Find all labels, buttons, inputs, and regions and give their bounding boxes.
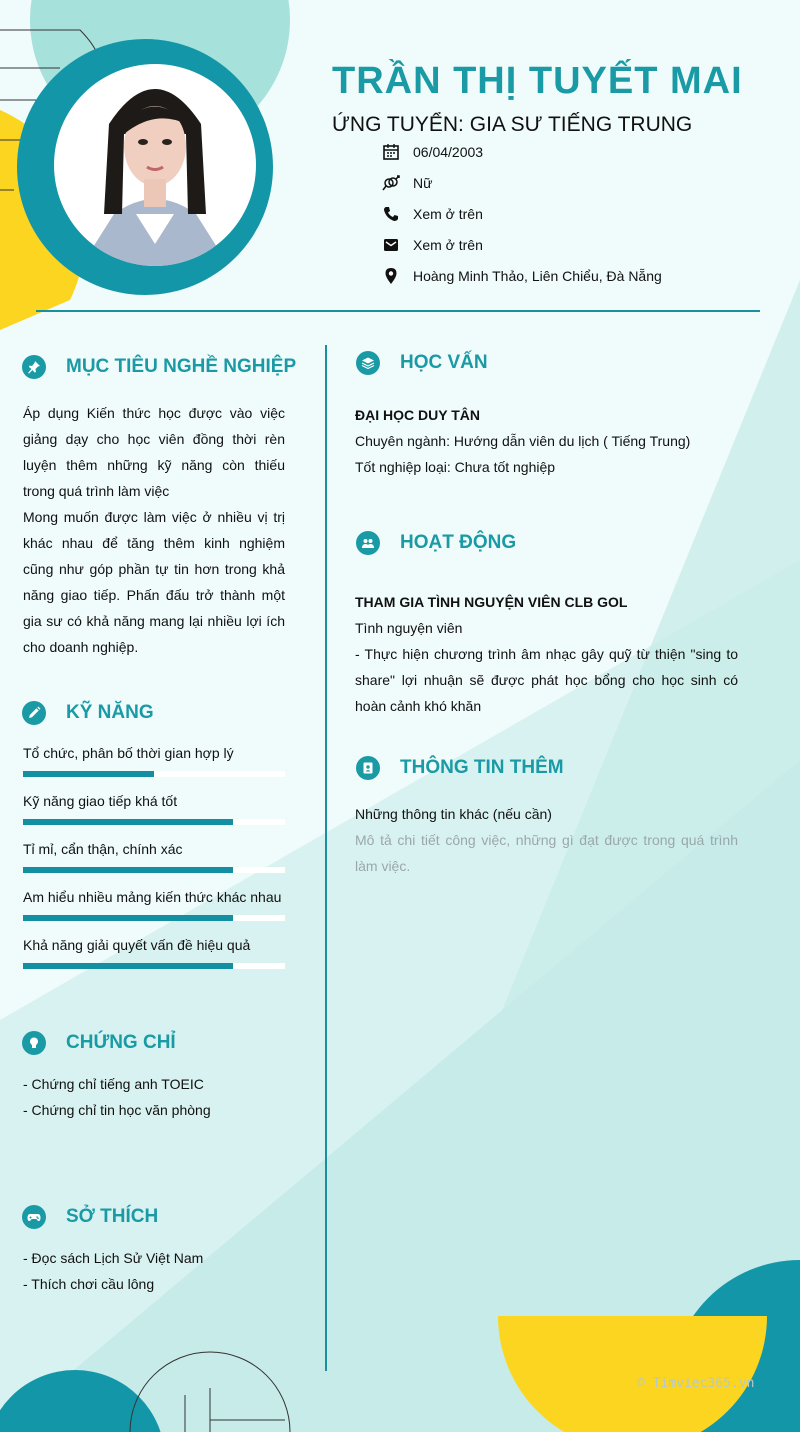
section-objective-header <box>22 355 296 379</box>
info-email <box>382 234 483 256</box>
skill-bar-fill <box>23 867 233 873</box>
calendar-icon <box>382 143 400 161</box>
watermark: © Timviec365.vn <box>637 1376 755 1391</box>
section-skills-header <box>22 701 154 725</box>
gender-text: Nữ <box>413 175 433 191</box>
skill-bar <box>23 867 285 873</box>
section-extra-header <box>356 756 564 780</box>
cert-item: - Chứng chỉ tin học văn phòng <box>23 1102 211 1118</box>
objective-paragraph-2: Mong muốn được làm việc ở nhiều vị trị khác nhau để tăng thêm kinh nghiệm cũng như góp phần tự tin hơn trong khả năng giao tiếp. Phấn đấu trở thành một gia sư có khả năng mang lại nhiều lợi ích cho doanh nghiệp. <box>23 509 285 655</box>
skill-bar-fill <box>23 819 233 825</box>
skill-bar-fill <box>23 915 233 921</box>
skill-label: Kỹ năng giao tiếp khá tốt <box>23 793 178 809</box>
phone-text: Xem ở trên <box>413 206 483 222</box>
location-icon <box>382 267 400 285</box>
activity-desc: - Thực hiện chương trình âm nhạc gây quỹ từ thiện "sing to share" lợi nhuận sẽ được phát học bổng cho học sinh có hoàn cảnh khó khăn <box>355 646 738 714</box>
people-icon <box>356 531 380 555</box>
skill-bar-fill <box>23 771 154 777</box>
skill-bar <box>23 963 285 969</box>
section-extra-title: THÔNG TIN THÊM <box>400 757 564 778</box>
address-text: Hoàng Minh Thảo, Liên Chiểu, Đà Nẵng <box>413 268 662 284</box>
extra-content <box>355 801 738 879</box>
layers-icon <box>356 351 380 375</box>
pencil-icon <box>22 701 46 725</box>
extra-line-1: Những thông tin khác (nếu cần) <box>355 806 552 822</box>
education-grad: Tốt nghiệp loại: Chưa tốt nghiệp <box>355 459 556 475</box>
skill-label: Am hiểu nhiều mảng kiến thức khác nhau <box>23 889 282 905</box>
pin-icon <box>22 355 46 379</box>
hobbies-list <box>23 1245 203 1297</box>
info-address <box>382 265 662 287</box>
certs-list <box>23 1071 211 1123</box>
gender-icon <box>382 174 400 192</box>
section-activities-header <box>356 531 516 555</box>
birthday-text: 06/04/2003 <box>413 144 484 160</box>
section-education-header <box>356 351 488 375</box>
info-birthday <box>382 141 483 163</box>
objective-paragraph-1: Áp dụng Kiến thức học được vào việc giảng dạy cho học viên đồng thời rèn luyện thêm những kỹ năng còn thiếu trong quá trình làm việc <box>23 405 285 499</box>
section-hobbies-header <box>22 1205 158 1229</box>
info-gender <box>382 172 432 194</box>
skill-bar <box>23 771 285 777</box>
info-phone <box>382 203 483 225</box>
education-school: ĐẠI HỌC DUY TÂN <box>355 407 480 423</box>
education-content <box>355 402 690 480</box>
skill-bar-fill <box>23 963 233 969</box>
section-skills-title: KỸ NĂNG <box>66 702 154 723</box>
extra-line-2: Mô tả chi tiết công việc, những gì đạt được trong quá trình làm việc. <box>355 832 738 874</box>
profile-photo <box>54 64 256 266</box>
gamepad-icon <box>22 1205 46 1229</box>
header-divider <box>36 310 760 312</box>
skill-bar <box>23 915 285 921</box>
candidate-name: TRẦN THỊ TUYẾT MAI <box>332 60 743 102</box>
activities-content <box>355 589 738 719</box>
hobby-item: - Đọc sách Lịch Sử Việt Nam <box>23 1250 204 1266</box>
activity-role: Tình nguyện viên <box>355 620 463 636</box>
lightbulb-icon <box>22 1031 46 1055</box>
activity-org: THAM GIA TÌNH NGUYỆN VIÊN CLB GOL <box>355 594 628 610</box>
hobby-item: - Thích chơi cầu lông <box>23 1276 155 1292</box>
skill-bar <box>23 819 285 825</box>
section-activities-title: HOẠT ĐỘNG <box>400 532 517 553</box>
skill-label: Tỉ mỉ, cẩn thận, chính xác <box>23 841 183 857</box>
contact-card-icon <box>356 756 380 780</box>
objective-text <box>23 400 285 660</box>
cert-item: - Chứng chỉ tiếng anh TOEIC <box>23 1076 204 1092</box>
education-major: Chuyên ngành: Hướng dẫn viên du lịch ( Tiếng Trung) <box>355 433 691 449</box>
skill-label: Tổ chức, phân bố thời gian hợp lý <box>23 745 234 761</box>
section-hobbies-title: SỞ THÍCH <box>66 1206 159 1227</box>
section-objective-title: MỤC TIÊU NGHỀ NGHIỆP <box>66 356 297 377</box>
section-certs-title: CHỨNG CHỈ <box>66 1032 176 1053</box>
skill-label: Khả năng giải quyết vấn đề hiệu quả <box>23 937 251 953</box>
email-text: Xem ở trên <box>413 237 483 253</box>
email-icon <box>382 236 400 254</box>
column-divider <box>325 345 327 1371</box>
applied-position: ỨNG TUYỂN: GIA SƯ TIẾNG TRUNG <box>332 113 693 136</box>
section-certs-header <box>22 1031 176 1055</box>
section-education-title: HỌC VẤN <box>400 352 488 373</box>
phone-icon <box>382 205 400 223</box>
